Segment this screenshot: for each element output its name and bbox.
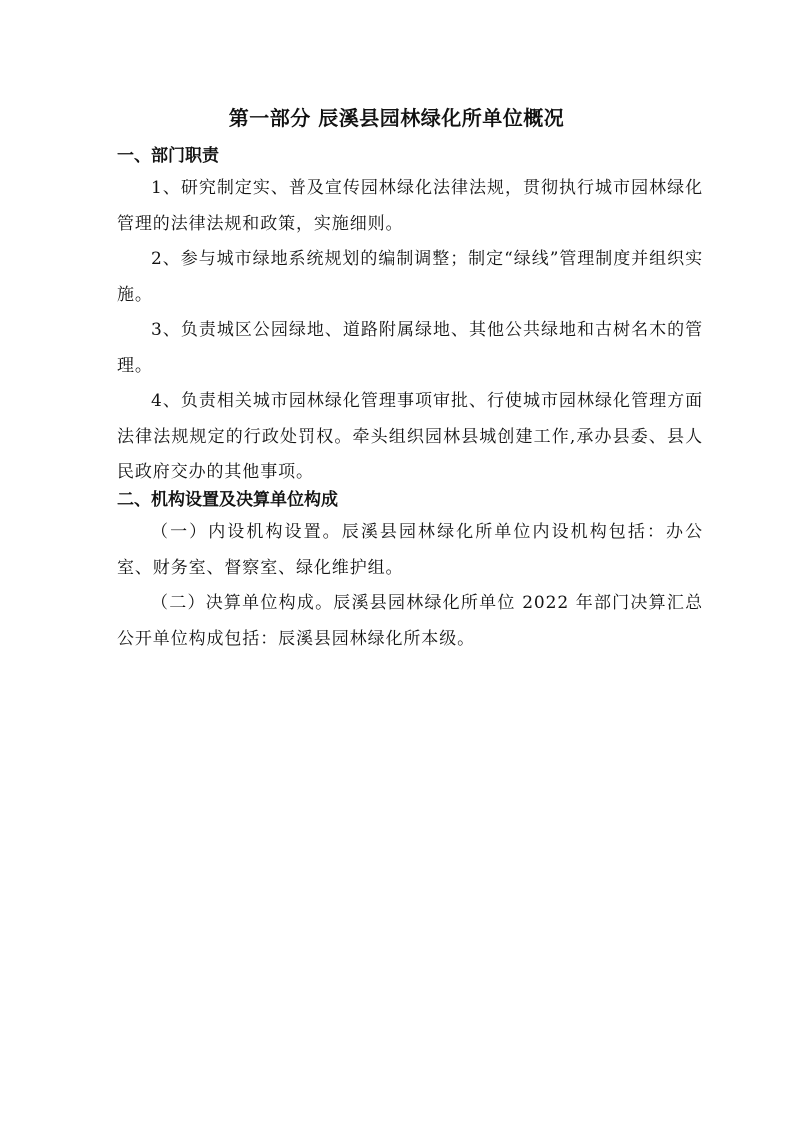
section-heading-structure: 二、机构设置及决算单位构成 — [117, 490, 338, 510]
duty-paragraph-2: 2、参与城市绿地系统规划的编制调整；制定“绿线”管理制度并组织实施。 — [117, 249, 703, 305]
duty-paragraph-1: 1、研究制定实、普及宣传园林绿化法律法规，贯彻执行城市园林绿化管理的法律法规和政策，实施细则。 — [117, 178, 703, 234]
structure-paragraph-2: （二）决算单位构成。辰溪县园林绿化所单位 2022 年部门决算汇总公开单位构成包括：辰溪县园林绿化所本级。 — [117, 593, 703, 649]
page-title: 第一部分 辰溪县园林绿化所单位概况 — [228, 106, 565, 130]
structure-paragraph-1: （一）内设机构设置。辰溪县园林绿化所单位内设机构包括：办公室、财务室、督察室、绿化维护组。 — [117, 522, 703, 578]
section-heading-duties: 一、部门职责 — [117, 146, 219, 166]
duty-paragraph-3: 3、负责城区公园绿地、道路附属绿地、其他公共绿地和古树名木的管理。 — [117, 320, 703, 376]
duty-paragraph-4: 4、负责相关城市园林绿化管理事项审批、行使城市园林绿化管理方面法律法规规定的行政处罚权。牵头组织园林县城创建工作,承办县委、县人民政府交办的其他事项。 — [117, 391, 703, 482]
